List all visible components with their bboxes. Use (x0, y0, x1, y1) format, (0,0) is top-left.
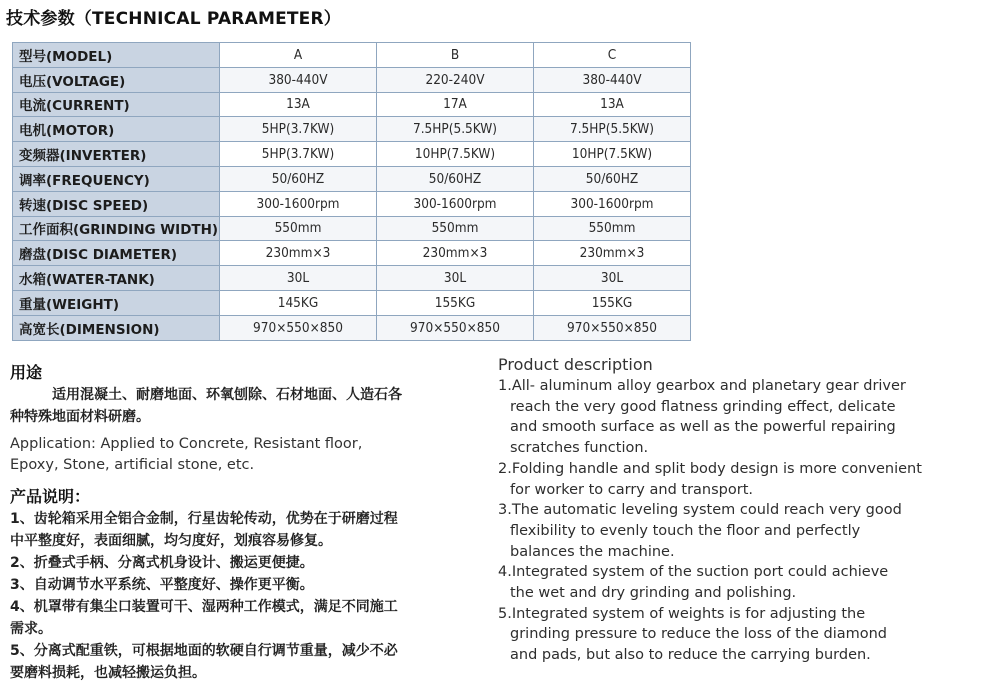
cell-model-c: C (534, 43, 691, 68)
usage-cn-line: 适用混凝土、耐磨地面、环氧刨除、石材地面、人造石各 (10, 387, 402, 403)
description-line: flexibility to evenly touch the floor and perfectly (510, 522, 861, 539)
table-row (13, 290, 691, 315)
cell-model-c: 380-440V (534, 67, 691, 92)
description-line: 3.The automatic leveling system could reach very good (498, 502, 902, 519)
cell-model-a: 30L (220, 266, 377, 291)
application-en-line: Application: Applied to Concrete, Resistant floor, (10, 436, 363, 452)
row-label: 电机(MOTOR) (13, 117, 220, 142)
row-label: 电流(CURRENT) (13, 92, 220, 117)
table-row (13, 241, 691, 266)
cell-model-c: 300-1600rpm (534, 191, 691, 216)
cell-model-c: 50/60HZ (534, 166, 691, 191)
cell-model-b: 155KG (377, 290, 534, 315)
row-label: 变频器(INVERTER) (13, 142, 220, 167)
cell-model-a: 5HP(3.7KW) (220, 142, 377, 167)
table-row (13, 166, 691, 191)
table-row (13, 67, 691, 92)
description-line: 4.Integrated system of the suction port could achieve (498, 564, 889, 581)
product-cn-line: 5、分离式配重铁，可根据地面的软硬自行调节重量，减少不必 (10, 643, 398, 659)
description-line: for worker to carry and transport. (510, 481, 753, 498)
description-line: 1.All- aluminum alloy gearbox and planetary gear driver (498, 378, 906, 394)
description-line: 5.Integrated system of weights is for adjusting the (498, 605, 866, 622)
cell-model-c: 10HP(7.5KW) (534, 142, 691, 167)
cell-model-b: 220-240V (377, 67, 534, 92)
table-row (13, 92, 691, 117)
description-item (498, 459, 998, 500)
cell-model-a: 50/60HZ (220, 166, 377, 191)
application-en-line: Epoxy, Stone, artificial stone, etc. (10, 457, 255, 473)
cell-model-a: 300-1600rpm (220, 191, 377, 216)
table-row (13, 117, 691, 142)
cell-model-b: 50/60HZ (377, 166, 534, 191)
cell-model-a: 5HP(3.7KW) (220, 117, 377, 142)
product-cn-line: 要磨料损耗，也减轻搬运负担。 (10, 665, 206, 681)
cell-model-c: 13A (534, 92, 691, 117)
cell-model-a: 550mm (220, 216, 377, 241)
cell-model-c: 230mm×3 (534, 241, 691, 266)
usage-heading: 用途 (10, 363, 43, 382)
product-cn-heading: 产品说明： (10, 487, 91, 506)
cell-model-b: 7.5HP(5.5KW) (377, 117, 534, 142)
product-description (498, 353, 998, 666)
table-row (13, 142, 691, 167)
row-label: 电压(VOLTAGE) (13, 67, 220, 92)
cell-model-b: 30L (377, 266, 534, 291)
table-row (13, 43, 691, 68)
cell-model-a: 230mm×3 (220, 241, 377, 266)
row-label: 工作面积(GRINDING WIDTH) (13, 216, 220, 241)
cell-model-c: 550mm (534, 216, 691, 241)
cell-model-c: 970×550×850 (534, 315, 691, 340)
cell-model-b: 970×550×850 (377, 315, 534, 340)
description-line: 2.Folding handle and split body design is more convenient (498, 460, 922, 477)
table-row (13, 315, 691, 340)
cell-model-b: 300-1600rpm (377, 191, 534, 216)
table-row (13, 191, 691, 216)
product-cn-line: 3、自动调节水平系统、平整度好、操作更平衡。 (10, 577, 314, 593)
description-line: reach the very good flatness grinding effect, delicate (510, 398, 896, 415)
cell-model-a: 380-440V (220, 67, 377, 92)
product-description-heading: Product description (498, 355, 653, 374)
description-item (498, 500, 998, 562)
description-line: and pads, but also to reduce the carrying burden. (510, 647, 871, 664)
description-line: scratches function. (510, 440, 649, 457)
cell-model-b: 550mm (377, 216, 534, 241)
product-cn-line: 需求。 (10, 621, 52, 637)
cell-model-c: 155KG (534, 290, 691, 315)
description-item (498, 376, 998, 459)
row-label: 水箱(WATER-TANK) (13, 266, 220, 291)
description-line: grinding pressure to reduce the loss of the diamond (510, 626, 888, 643)
table-row (13, 266, 691, 291)
cell-model-c: 7.5HP(5.5KW) (534, 117, 691, 142)
cell-model-a: 970×550×850 (220, 315, 377, 340)
product-cn-line: 中平整度好，表面细腻，均匀度好，划痕容易修复。 (10, 533, 332, 549)
cell-model-b: 17A (377, 92, 534, 117)
cell-model-b: 10HP(7.5KW) (377, 142, 534, 167)
product-cn-line: 2、折叠式手柄、分离式机身设计、搬运更便捷。 (10, 555, 314, 571)
table-row (13, 216, 691, 241)
cell-model-c: 30L (534, 266, 691, 291)
usage-cn-line: 种特殊地面材料研磨。 (10, 409, 150, 425)
cell-model-a: A (220, 43, 377, 68)
description-item (498, 562, 998, 603)
product-cn-line: 4、机罩带有集尘口装置可干、湿两种工作模式，满足不同施工 (10, 599, 398, 615)
description-line: the wet and dry grinding and polishing. (510, 585, 797, 602)
cell-model-a: 145KG (220, 290, 377, 315)
description-line: balances the machine. (510, 543, 675, 560)
cell-model-b: 230mm×3 (377, 241, 534, 266)
row-label: 磨盘(DISC DIAMETER) (13, 241, 220, 266)
row-label: 高宽长(DIMENSION) (13, 315, 220, 340)
description-item (498, 604, 998, 666)
page-title: 技术参数（TECHNICAL PARAMETER） (6, 9, 341, 29)
row-label: 转速(DISC SPEED) (13, 191, 220, 216)
product-cn-line: 1、齿轮箱采用全铝合金制，行星齿轮传动，优势在于研磨过程 (10, 511, 398, 527)
chinese-section (10, 360, 488, 684)
technical-parameter-table (12, 42, 691, 341)
row-label: 型号(MODEL) (13, 43, 220, 68)
row-label: 重量(WEIGHT) (13, 290, 220, 315)
row-label: 调率(FREQUENCY) (13, 166, 220, 191)
description-line: and smooth surface as well as the powerful repairing (510, 419, 896, 436)
cell-model-b: B (377, 43, 534, 68)
cell-model-a: 13A (220, 92, 377, 117)
